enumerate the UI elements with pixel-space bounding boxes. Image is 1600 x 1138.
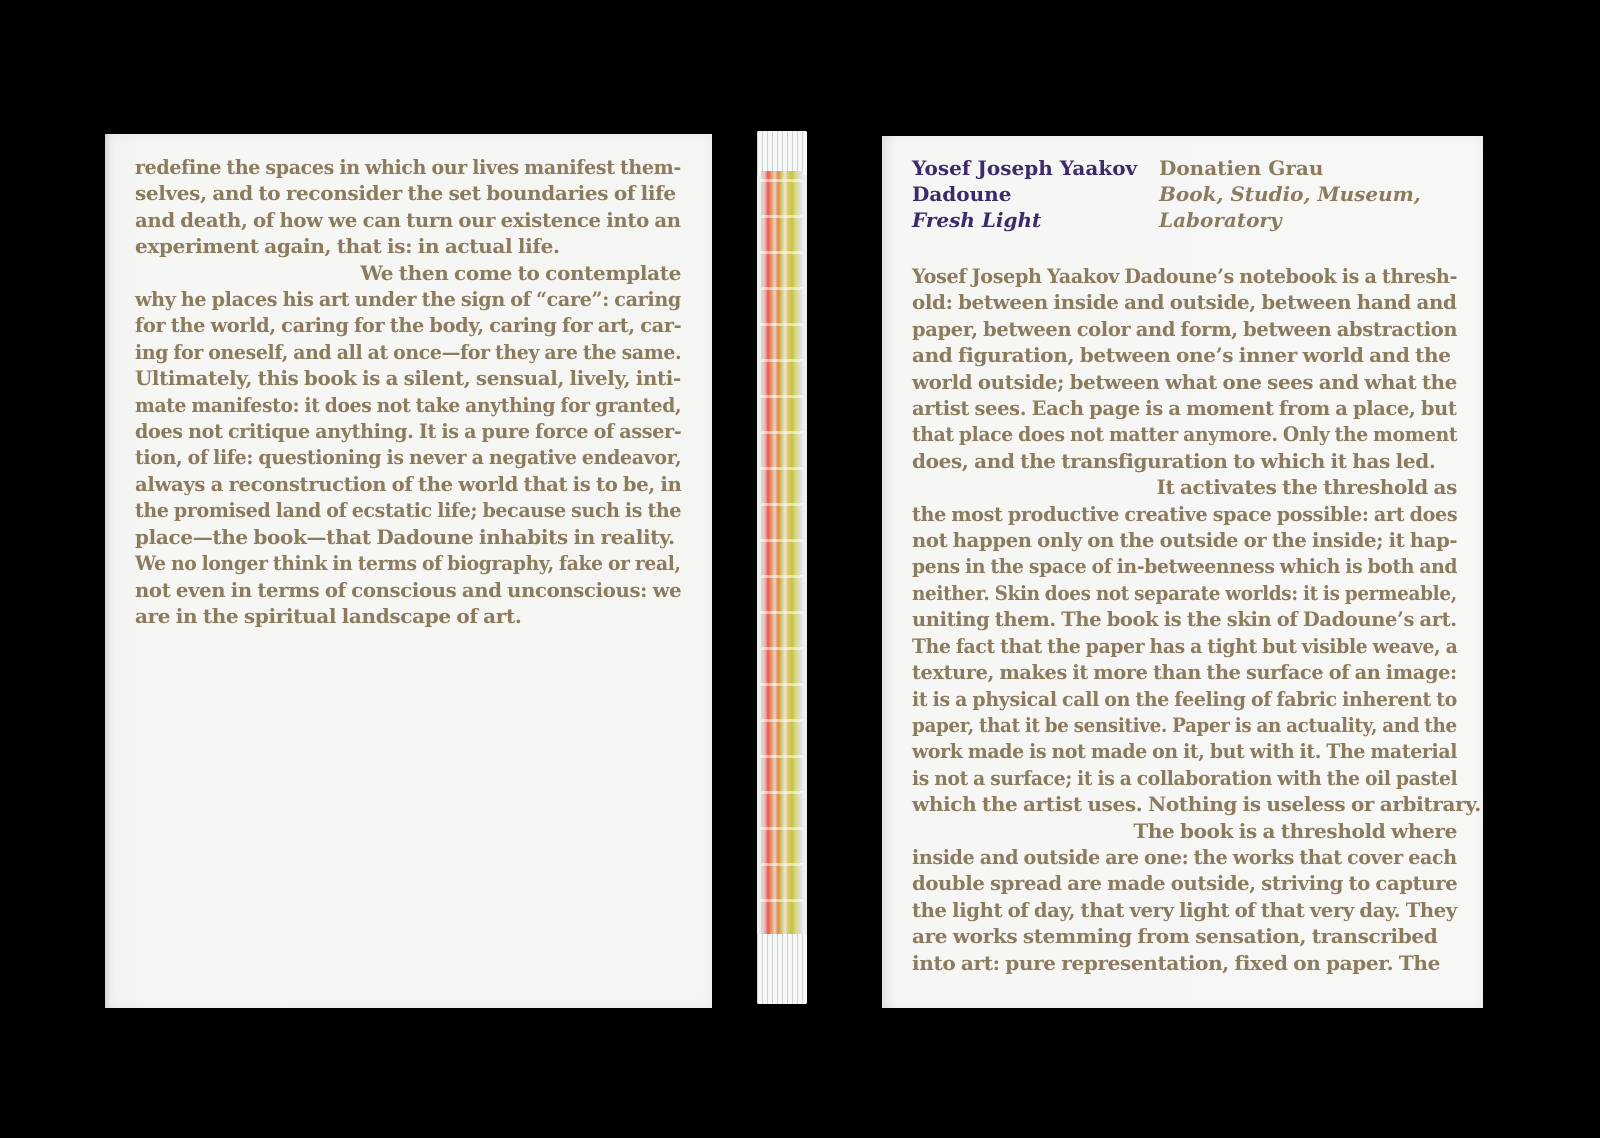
text-line: We no longer think in terms of biography, fake or real, (135, 551, 681, 576)
text-line: ing for oneself, and all at once—for they are the same. (135, 339, 682, 364)
text-line: double spread are made outside, striving to capture (912, 871, 1458, 896)
text-line: why he places his art under the sign of “care”: caring (135, 287, 681, 312)
artist-name-line-1: Yosef Joseph Yaakov (912, 156, 1138, 180)
text-line: paper, between color and form, between abstraction (912, 316, 1458, 341)
right-book-page (882, 136, 1483, 1008)
text-line: paper, that it be sensitive. Paper is an actuality, and the (912, 712, 1457, 737)
text-line: that place does not matter anymore. Only the moment (912, 422, 1458, 447)
text-line: which the artist uses. Nothing is useless or arbitrary. (912, 792, 1481, 817)
text-line: pens in the space of in-betweenness which is both and (912, 554, 1458, 579)
left-book-page (105, 134, 712, 1008)
spine-signatures-top (757, 131, 807, 175)
text-line: and figuration, between one’s inner world and the (912, 343, 1451, 368)
text-line: are in the spiritual landscape of art. (135, 603, 522, 628)
text-line: mate manifesto: it does not take anything for granted, (135, 392, 682, 417)
text-line: into art: pure representation, fixed on paper. The (912, 950, 1440, 975)
text-line: inside and outside are one: the works that cover each (912, 844, 1457, 869)
artist-and-title (912, 155, 1137, 233)
spine-signatures-bottom (757, 934, 807, 1004)
text-line: place—the book—that Dadoune inhabits in reality. (135, 524, 675, 549)
author-and-essay-title (1159, 155, 1421, 233)
text-line: uniting them. The book is the skin of Dadoune’s art. (912, 607, 1457, 632)
text-line: is not a surface; it is a collaboration with the oil pastel (912, 765, 1458, 790)
text-line: We then come to contemplate (360, 260, 681, 285)
essay-title-line-2: Laboratory (1159, 208, 1282, 232)
text-line: and death, of how we can turn our existence into an (135, 207, 681, 232)
book-title: Fresh Light (912, 208, 1042, 232)
text-line: The book is a threshold where (1133, 818, 1457, 843)
text-line: Yosef Joseph Yaakov Dadoune’s notebook is a thresh- (912, 264, 1458, 288)
text-line: it is a physical call on the feeling of fabric inherent to (912, 686, 1457, 711)
author-name: Donatien Grau (1159, 156, 1324, 180)
left-page-text (135, 154, 681, 629)
text-line: the promised land of ecstatic life; because such is the (135, 498, 682, 523)
text-line: the light of day, that very light of that very day. They (912, 897, 1457, 922)
artist-name-line-2: Dadoune (912, 182, 1012, 206)
text-line: texture, makes it more than the surface of an image: (912, 660, 1457, 685)
text-line: selves, and to reconsider the set boundaries of life (135, 181, 676, 206)
text-line: redefine the spaces in which our lives manifest them- (135, 155, 681, 179)
text-line: world outside; between what one sees and what the (912, 369, 1457, 394)
text-line: tion, of life: questioning is never a negative endeavor, (135, 445, 682, 470)
text-line: the most productive creative space possible: art does (912, 501, 1458, 526)
text-line: artist sees. Each page is a moment from a place, but (912, 396, 1457, 421)
text-line: does not critique anything. It is a pure force of asser- (135, 419, 682, 444)
text-line: for the world, caring for the body, caring for art, car- (135, 313, 682, 338)
text-line: The fact that the paper has a tight but visible weave, a (912, 633, 1458, 658)
right-page-text (912, 263, 1481, 976)
text-line: old: between inside and outside, between hand and (912, 290, 1457, 315)
text-line: It activates the threshold as (1156, 475, 1457, 500)
text-line: always a reconstruction of the world that is to be, in (135, 471, 682, 496)
text-line: not even in terms of conscious and unconscious: we (135, 577, 682, 602)
text-line: does, and the transfiguration to which it has led. (912, 448, 1436, 473)
text-line: neither. Skin does not separate worlds: it is permeable, (912, 580, 1457, 605)
text-line: work made is not made on it, but with it. The material (912, 739, 1458, 764)
text-line: are works stemming from sensation, transcribed (912, 924, 1438, 949)
spine-colored-threads (761, 171, 803, 938)
book-spine (757, 131, 807, 1004)
essay-title-line-1: Book, Studio, Museum, (1159, 182, 1421, 206)
text-line: not happen only on the outside or the inside; it hap- (912, 528, 1458, 553)
text-line: experiment again, that is: in actual life. (135, 234, 560, 259)
text-line: Ultimately, this book is a silent, sensual, lively, inti- (135, 366, 681, 391)
